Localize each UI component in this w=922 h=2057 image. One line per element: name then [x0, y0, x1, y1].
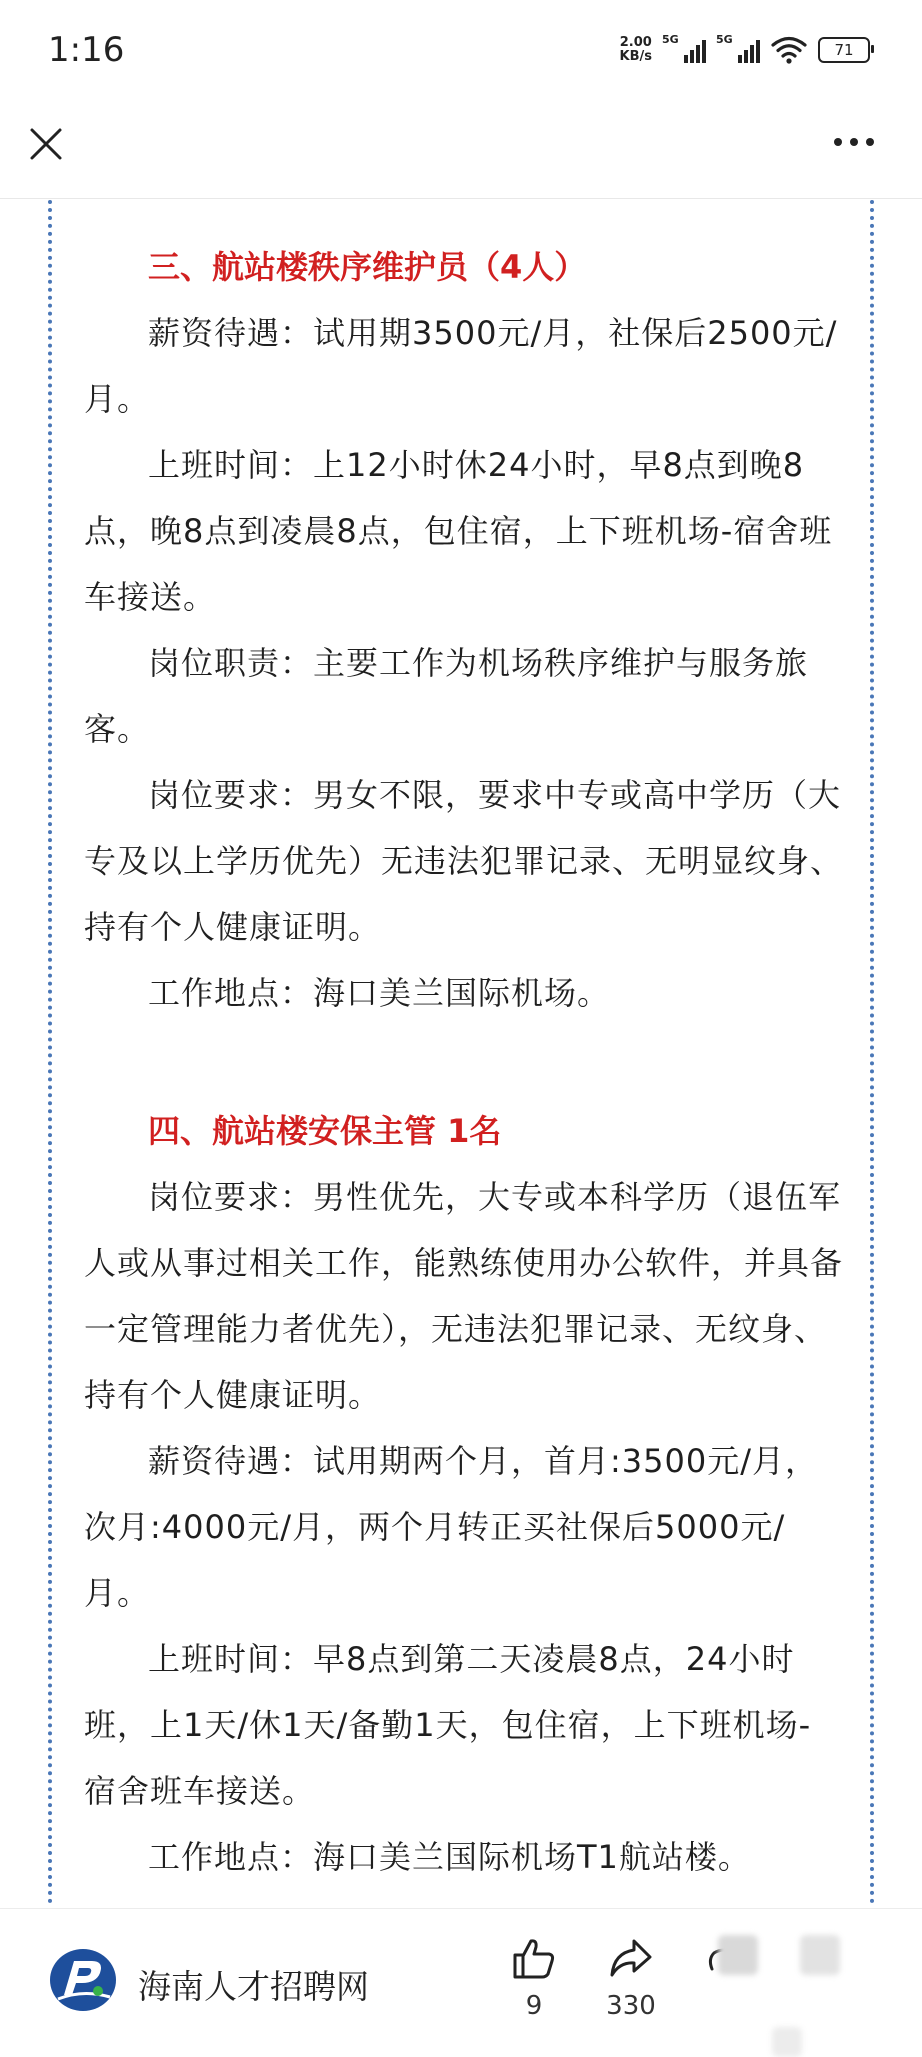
signal-icon [662, 33, 706, 63]
divider [0, 198, 922, 199]
paragraph-hours: 上班时间：早8点到第二天凌晨8点，24小时班，上1天/休1天/备勤1天，包住宿，上下班机场-宿舍班车接送。 [84, 1640, 812, 1810]
signal-icon [716, 33, 760, 63]
network-speed-unit: KB/s [619, 49, 652, 64]
paragraph-requirements: 岗位要求：男女不限，要求中专或高中学历（大专及以上学历优先）无违法犯罪记录、无明显纹身、持有个人健康证明。 [84, 776, 844, 946]
status-icons [620, 30, 870, 70]
wifi-icon [770, 35, 808, 65]
nav-bar [0, 110, 922, 182]
like-button[interactable] [508, 1937, 560, 2027]
more-button[interactable] [830, 132, 878, 152]
share-count: 330 [606, 1991, 656, 2021]
paragraph-requirements: 岗位要求：男性优先，大专或本科学历（退伍军人或从事过相关工作，能熟练使用办公软件，并具备一定管理能力者优先），无违法犯罪记录、无纹身、持有个人健康证明。 [84, 1178, 844, 1414]
blurred-area [772, 2027, 802, 2057]
logo-icon[interactable] [48, 1947, 118, 2013]
status-time: 1:16 [48, 30, 125, 70]
paragraph-location: 工作地点：海口美兰国际机场。 [148, 974, 611, 1012]
close-button[interactable] [26, 124, 66, 164]
network-speed-value: 2.00 [619, 35, 652, 50]
signal-tag: 5G [662, 33, 679, 46]
share-button[interactable] [596, 1937, 666, 2027]
bottom-bar [0, 1908, 922, 2049]
status-bar [0, 0, 922, 96]
more-icon [830, 132, 878, 152]
battery-indicator: 71 [818, 37, 870, 63]
section-heading: 三、航站楼秩序维护员（4人） [148, 248, 587, 286]
site-name[interactable]: 海南人才招聘网 [138, 1967, 369, 2006]
thumbs-up-icon [511, 1937, 557, 1981]
blurred-area [800, 1935, 840, 1975]
dotted-border-right [870, 200, 874, 1905]
paragraph-location: 工作地点：海口美兰国际机场T1航站楼。 [148, 1838, 751, 1876]
article-content [84, 234, 844, 1890]
dotted-border-left [48, 200, 52, 1905]
paragraph-salary: 薪资待遇：试用期3500元/月，社保后2500元/月。 [84, 314, 838, 418]
paragraph-salary: 薪资待遇：试用期两个月，首月:3500元/月，次月:4000元/月，两个月转正买社保后5000元/月。 [84, 1442, 819, 1612]
share-icon [608, 1937, 654, 1981]
network-speed [620, 36, 652, 64]
like-count: 9 [525, 1991, 543, 2021]
section-heading: 四、航站楼安保主管 1名 [148, 1112, 502, 1150]
close-icon [26, 124, 66, 164]
signal-tag: 5G [716, 33, 733, 46]
blurred-area [718, 1935, 758, 1975]
paragraph-hours: 上班时间：上12小时休24小时，早8点到晚8点，晚8点到凌晨8点，包住宿，上下班机场-宿舍班车接送。 [84, 446, 833, 616]
paragraph-duties: 岗位职责：主要工作为机场秩序维护与服务旅客。 [84, 644, 809, 748]
